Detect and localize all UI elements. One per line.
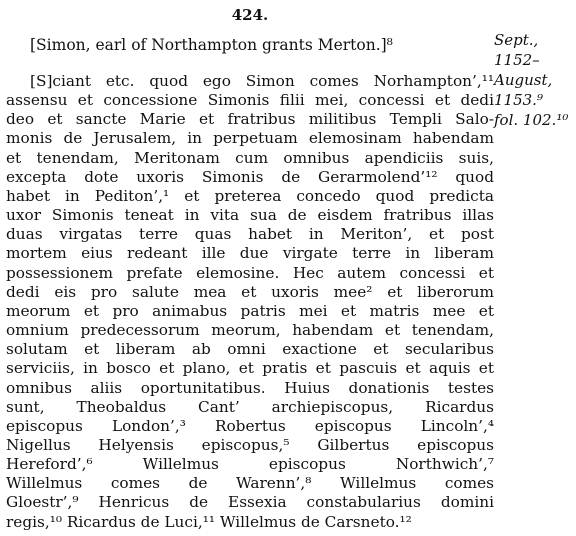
text-line: Nigellus Helyensis episcopus,⁵ Gilbertus episcopus xyxy=(6,435,494,454)
margin-note-line: Sept., xyxy=(494,31,539,49)
text-line: deo et sancte Marie et fratribus militibus Templi Salo- xyxy=(6,110,494,129)
text-line: duas virgatas terre quas habet in Meriton’, et post xyxy=(6,225,494,244)
text-line: meorum et pro animabus patris mei et matris mee et xyxy=(6,301,494,320)
margin-note-line: August, xyxy=(494,71,553,89)
text-line: Hereford’,⁶ Willelmus episcopus Northwich’,⁷ xyxy=(6,455,494,474)
margin-note-line: 1152– xyxy=(494,51,540,69)
text-line: omnium predecessorum meorum, habendam et tenendam, xyxy=(6,321,494,340)
charter-text xyxy=(6,72,494,532)
text-line: episcopus London’,³ Robertus episcopus Lincoln’,⁴ xyxy=(6,416,494,435)
text-line: serviciis, in bosco et plano, et pratis et pascuis et aquis et xyxy=(6,359,494,378)
text-line: omnibus aliis oportunitatibus. Huius donationis testes xyxy=(6,378,494,397)
margin-note xyxy=(494,30,576,130)
margin-note-line: fol. 102.¹⁰ xyxy=(494,111,569,129)
margin-note-line: 1153.⁹ xyxy=(494,91,543,109)
text-line: et tenendam, Meritonam cum omnibus apendiciis suis, xyxy=(6,148,494,167)
text-line: excepta dote uxoris Simonis de Gerarmolend’¹² quod xyxy=(6,167,494,186)
text-line: uxor Simonis teneat in vita sua de eisdem fratribus illas xyxy=(6,206,494,225)
text-line: sunt, Theobaldus Cant’ archiepiscopus, Ricardus xyxy=(6,397,494,416)
text-line: solutam et liberam ab omni exactione et secularibus xyxy=(6,340,494,359)
text-line: assensu et concessione Simonis filii mei, concessi et dedi xyxy=(6,91,494,110)
text-line: monis de Jerusalem, in perpetuam elemosinam habendam xyxy=(6,129,494,148)
text-line: mortem eius redeant ille due virgate terre in liberam xyxy=(6,244,494,263)
text-line: possessionem prefate elemosine. Hec autem concessi et xyxy=(6,263,494,282)
document-number: 424. xyxy=(231,6,269,24)
text-line: Willelmus comes de Warenn’,⁸ Willelmus comes xyxy=(6,474,494,493)
text-line: dedi eis pro salute mea et uxoris mee² et liberorum xyxy=(6,282,494,301)
document-heading: [Simon, earl of Northampton grants Merton.]⁸ xyxy=(30,36,393,54)
text-line: habet in Pediton’,¹ et preterea concedo quod predicta xyxy=(6,186,494,205)
text-line: regis,¹⁰ Ricardus de Luci,¹¹ Willelmus de Carsneto.¹² xyxy=(6,512,412,531)
text-line: [S]ciant etc. quod ego Simon comes Norhampton’,¹¹ xyxy=(30,72,494,90)
text-line: Gloestr’,⁹ Henricus de Essexia constabularius domini xyxy=(6,493,494,512)
